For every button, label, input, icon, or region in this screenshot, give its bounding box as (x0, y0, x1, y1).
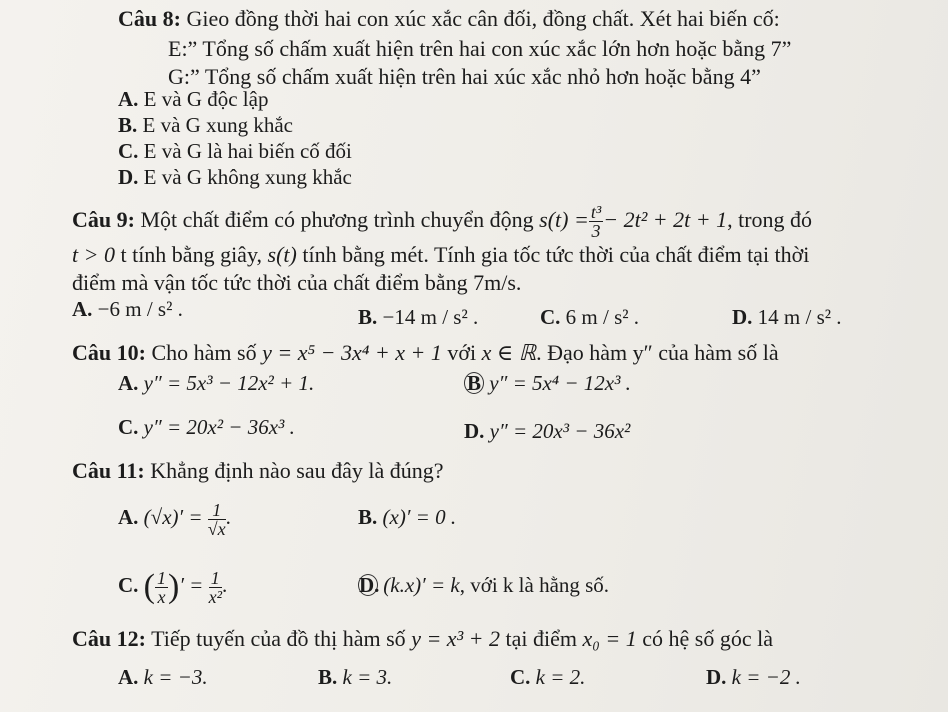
q9-option-d[interactable] (732, 304, 842, 330)
q9-s-of-t: s(t) (267, 242, 297, 267)
option-label: D. (464, 419, 485, 443)
q9-title: Câu 9: (72, 207, 135, 232)
option-text: y″ = 5x³ − 12x² + 1. (143, 371, 315, 395)
q9-condition: t > 0 (72, 242, 115, 267)
q9-formula-lhs: s(t) = (539, 207, 589, 232)
fraction-numerator: t³ (590, 202, 602, 223)
q12-stem-mid: tại điểm (505, 626, 577, 651)
fraction-denominator: x (157, 586, 166, 607)
option-label: C. (118, 415, 139, 439)
q10-stem-pre: Cho hàm số (151, 340, 257, 365)
q12-stem-post: có hệ số góc là (642, 626, 773, 651)
option-text: y″ = 5x⁴ − 12x³ . (489, 371, 631, 395)
option-text: (x)′ = 0 . (382, 505, 457, 529)
fraction-numerator: 1 (209, 569, 222, 588)
option-label-circled: B (464, 372, 484, 394)
option-text: E và G xung khắc (142, 113, 293, 137)
q11-a-end: . (225, 505, 231, 529)
q9-line2-a: t tính bằng giây, (120, 242, 263, 267)
q12-point: x₀ = 1 (582, 626, 637, 651)
q10-formula: y = x⁵ − 3x⁴ + x + 1 (262, 340, 442, 365)
q8-option-d[interactable] (118, 164, 352, 190)
q10-option-a[interactable] (118, 370, 314, 396)
option-label: C. (118, 139, 139, 163)
q10-domain: x ∈ ℝ (481, 340, 537, 365)
q8-stem: Gieo đồng thời hai con xúc xắc cân đối, đồng chất. Xét hai biến cố: (186, 6, 780, 31)
q11-option-c[interactable] (118, 560, 227, 610)
option-label: D. (706, 665, 727, 689)
q12-option-a[interactable] (118, 664, 208, 690)
option-label: A. (118, 505, 139, 529)
option-label: B. (358, 305, 378, 329)
option-label: C. (118, 573, 139, 597)
q12-title: Câu 12: (72, 626, 146, 651)
q9-line2-b: tính bằng mét. Tính gia tốc tức thời của chất điểm tại thời (302, 242, 810, 267)
q10-title: Câu 10: (72, 340, 146, 365)
option-label: D. (732, 305, 753, 329)
q8-option-a[interactable] (118, 86, 268, 112)
q10-option-b[interactable] (464, 370, 631, 396)
q12-stem-pre: Tiếp tuyến của đồ thị hàm số (151, 626, 406, 651)
q10-option-d[interactable] (464, 418, 630, 444)
q9-formula-fraction (589, 203, 603, 240)
q10-stem-mid: với (447, 340, 477, 365)
fraction-denominator: √x (207, 518, 226, 539)
q11-a-lhs: (√x)′ = (143, 505, 203, 529)
q11-c-end: . (221, 573, 228, 597)
q8-option-c[interactable] (118, 138, 352, 164)
q10-option-c[interactable] (118, 414, 295, 440)
q12-stem-line (72, 626, 773, 652)
option-text: (k.x)′ = k (383, 573, 460, 597)
q9-stem-post: , trong đó (727, 207, 813, 232)
q11-stem: Khẳng định nào sau đây là đúng? (150, 458, 444, 483)
option-label: A. (72, 297, 93, 321)
q9-stem-line (72, 200, 812, 240)
fraction-denominator: x² (208, 586, 222, 607)
q9-option-b[interactable] (358, 304, 478, 330)
q12-option-b[interactable] (318, 664, 392, 690)
option-label-circled: D. (359, 573, 380, 597)
q11-stem-line (72, 458, 444, 484)
fraction-denominator: 3 (591, 221, 601, 242)
q9-line3: điểm mà vận tốc tức thời của chất điểm bằng 7m/s. (72, 270, 522, 295)
option-label: B. (358, 505, 378, 529)
q9-formula-rest: − 2t² + 2t + 1 (603, 207, 728, 232)
q11-c-fraction-result (209, 569, 222, 606)
q12-option-c[interactable] (510, 664, 585, 690)
option-label: D. (118, 165, 139, 189)
fraction-numerator: 1 (157, 567, 166, 588)
q11-option-b[interactable] (358, 504, 456, 530)
option-text: k = −2 . (731, 665, 801, 689)
option-text: 6 m / s² . (565, 305, 640, 329)
q8-g-definition: G:” Tổng số chấm xuất hiện trên hai xúc xắc nhỏ hơn hoặc bằng 4” (168, 64, 761, 89)
q12-option-d[interactable] (706, 664, 801, 690)
q8-e-definition: E:” Tổng số chấm xuất hiện trên hai con xúc xắc lớn hơn hoặc bằng 7” (168, 36, 792, 61)
option-label: C. (540, 305, 561, 329)
q11-title: Câu 11: (72, 458, 145, 483)
q8-title: Câu 8: (118, 6, 181, 31)
option-label: B. (318, 665, 338, 689)
option-label: A. (118, 87, 139, 111)
q11-c-mid: ′ = (179, 573, 204, 597)
option-text: E và G độc lập (143, 87, 269, 111)
option-label: B. (118, 113, 138, 137)
q10-stem-post: . Đạo hàm y″ của hàm số là (536, 340, 779, 365)
q11-c-fraction-inner (155, 569, 168, 606)
q11-option-a[interactable] (118, 494, 231, 540)
option-text: y″ = 20x³ − 36x² (489, 419, 631, 443)
option-label: A. (118, 665, 139, 689)
q11-option-d[interactable] (358, 572, 609, 598)
close-paren-icon: ) (168, 568, 180, 606)
q9-option-a[interactable] (72, 296, 183, 322)
option-text: k = 2. (535, 665, 586, 689)
option-label: C. (510, 665, 531, 689)
option-text: y″ = 20x² − 36x³ . (143, 415, 295, 439)
option-text: −14 m / s² . (382, 305, 479, 329)
q9-stem: Một chất điểm có phương trình chuyển động (140, 207, 534, 232)
option-text: E và G không xung khắc (143, 165, 352, 189)
q8-option-b[interactable] (118, 112, 293, 138)
q11-a-fraction (208, 501, 226, 538)
q12-formula: y = x³ + 2 (411, 626, 501, 651)
q10-stem-line (72, 340, 779, 366)
q9-option-c[interactable] (540, 304, 639, 330)
q11-d-tail: , với k là hằng số. (459, 573, 610, 597)
option-text: E và G là hai biến cố đối (143, 139, 352, 163)
fraction-numerator: 1 (208, 501, 226, 520)
option-text: k = −3. (143, 665, 208, 689)
q9-line2 (72, 242, 809, 268)
option-text: k = 3. (342, 665, 393, 689)
option-text: 14 m / s² . (757, 305, 842, 329)
q8-stem-line (118, 6, 780, 32)
option-text: −6 m / s² . (97, 297, 183, 321)
option-label: A. (118, 371, 139, 395)
open-paren-icon: ( (143, 568, 155, 606)
